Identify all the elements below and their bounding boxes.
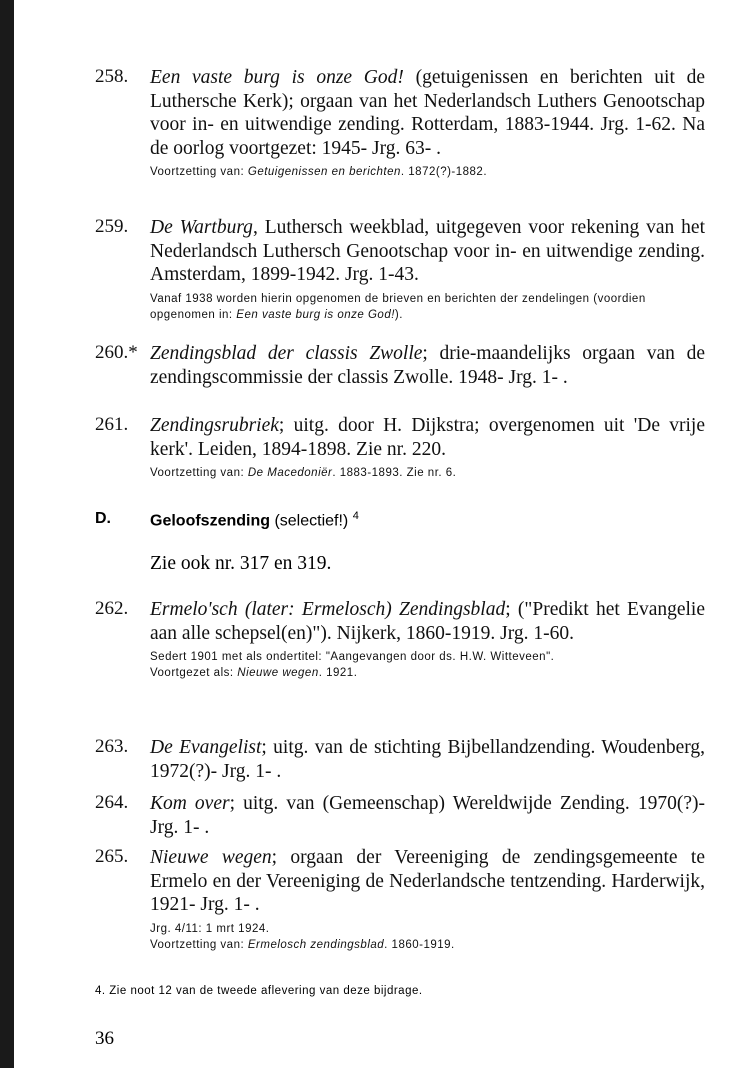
entry-number: 258. [95, 66, 129, 87]
see-also-note: Zie ook nr. 317 en 319. [150, 553, 332, 574]
entry-note: Sedert 1901 met als ondertitel: "Aangevangen door ds. H.W. Witteveen". Voortgezet als: Nieuwe wegen. 1921. [150, 651, 555, 679]
footnote: 4. Zie noot 12 van de tweede aflevering van deze bijdrage. [95, 985, 423, 997]
entry-number: 262. [95, 598, 129, 619]
entry-text: Een vaste burg is onze God! (getuigenissen en berichten uit de Luthersche Kerk); orgaan van het Nederlandsch Luthers Genootschap voor in- en uitwendige zending. Rotterdam, 1883-1944. Jrg. 1-62. Na de oorlog voortgezet: 1945- Jrg. 63- . [150, 67, 705, 159]
catalog-entry [95, 736, 705, 783]
catalog-entry [95, 342, 705, 389]
catalog-entry [95, 792, 705, 839]
entry-text: Kom over; uitg. van (Gemeenschap) Wereldwijde Zending. 1970(?)- Jrg. 1- . [150, 793, 705, 838]
section-letter: D. [95, 510, 111, 527]
catalog-entry [95, 216, 705, 323]
entry-number: 259. [95, 216, 129, 237]
entry-text: Zendingsrubriek; uitg. door H. Dijkstra; overgenomen uit 'De vrije kerk'. Leiden, 1894-1898. Zie nr. 220. [150, 415, 705, 460]
catalog-entry [95, 66, 705, 180]
entry-text: Zendingsblad der classis Zwolle; drie-maandelijks orgaan van de zendingscommissie der classis Zwolle. 1948- Jrg. 1- . [150, 343, 705, 388]
entry-title: Nieuwe wegen [150, 847, 272, 868]
entry-title: Zendingsblad der classis Zwolle [150, 343, 423, 364]
entry-text: De Wartburg, Luthersch weekblad, uitgegeven voor rekening van het Nederlandsch Luthersch Genootschap voor in- en uitwendige zending. Amsterdam, 1899-1942. Jrg. 1-43. [150, 217, 705, 285]
entry-number: 261. [95, 414, 129, 435]
entry-note: Jrg. 4/11: 1 mrt 1924. Voortzetting van: Ermelosch zendingsblad. 1860-1919. [150, 922, 455, 951]
entry-title: Een vaste burg is onze God! [150, 67, 404, 88]
entry-title: Kom over [150, 793, 230, 814]
binding-edge [0, 0, 14, 1068]
entry-number: 265. [95, 846, 129, 867]
entry-note: Voortzetting van: Getuigenissen en berichten. 1872(?)-1882. [150, 166, 488, 178]
footnote-marker: 4 [352, 510, 359, 522]
catalog-entry [95, 846, 705, 953]
entry-note: Voortzetting van: De Macedoniër. 1883-1893. Zie nr. 6. [150, 467, 457, 479]
entry-number: 260.* [95, 342, 138, 363]
entry-number: 263. [95, 736, 129, 757]
entry-number: 264. [95, 792, 129, 813]
entry-title: De Evangelist [150, 737, 262, 758]
section-title: Geloofszending (selectief!) $^4$ [150, 510, 359, 530]
catalog-entry [95, 598, 705, 681]
entry-title: De Wartburg [150, 217, 253, 238]
entry-title: Zendingsrubriek [150, 415, 279, 436]
page-number: 36 [95, 1028, 114, 1049]
entry-text: De Evangelist; uitg. van de stichting Bijbellandzending. Woudenberg, 1972(?)- Jrg. 1- . [150, 737, 705, 782]
entry-title: Ermelo'sch (later: Ermelosch) Zendingsblad [150, 599, 506, 620]
entry-text: Nieuwe wegen; orgaan der Vereeniging de zendingsgemeente te Ermelo en der Vereeniging de Nederlandsche tentzending. Harderwijk, 1921- Jrg. 1- . [150, 847, 705, 915]
entry-note: Vanaf 1938 worden hierin opgenomen de brieven en berichten der zendelingen (voordien opgenomen in: Een vaste burg is onze God!). [150, 292, 646, 321]
catalog-entry [95, 414, 705, 481]
entry-text: Ermelo'sch (later: Ermelosch) Zendingsblad; ("Predikt het Evangelie aan alle schepsel(en)"). Nijkerk, 1860-1919. Jrg. 1-60. [150, 599, 705, 644]
